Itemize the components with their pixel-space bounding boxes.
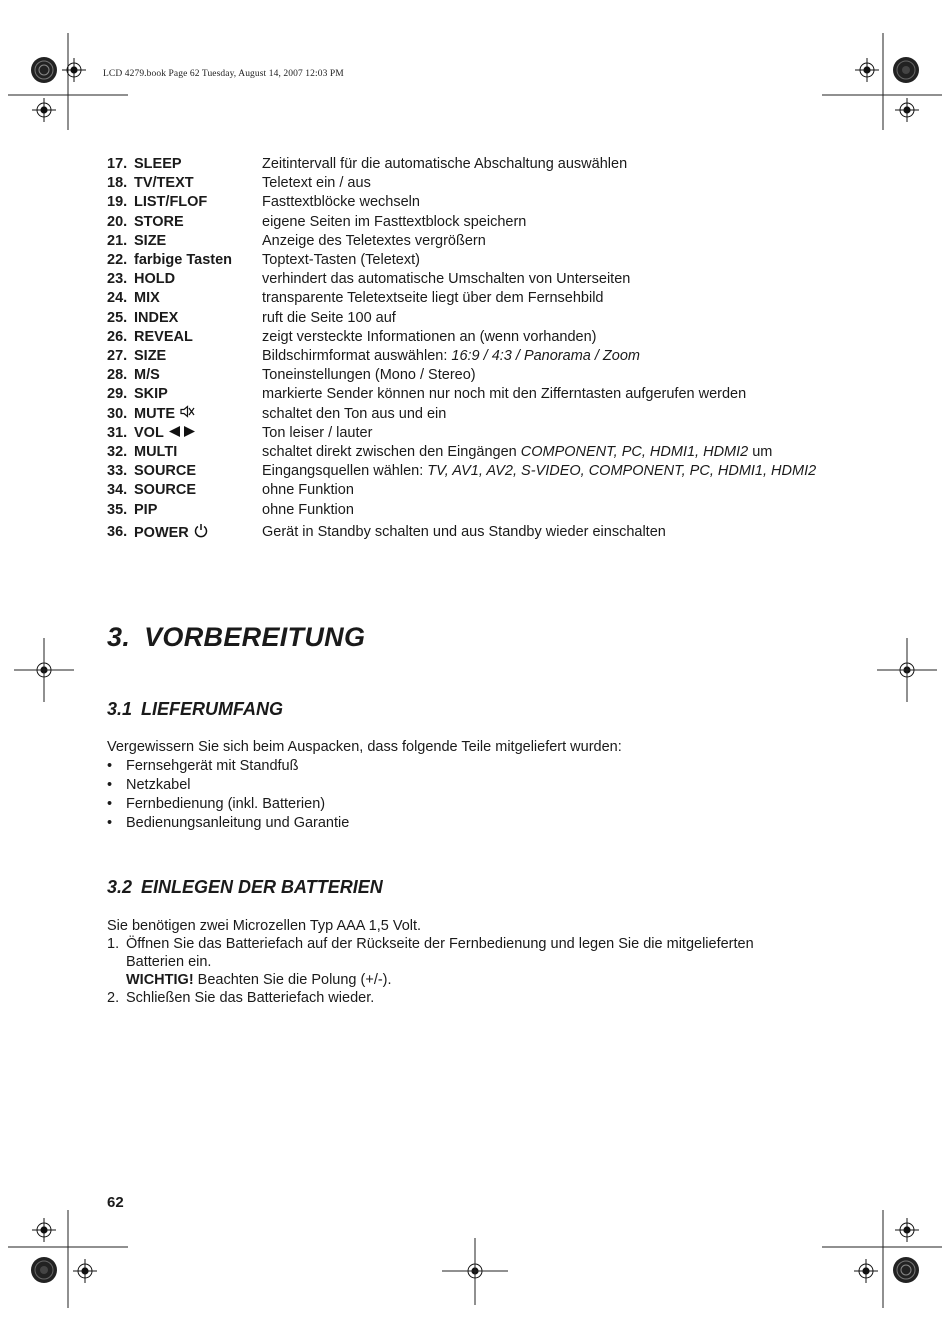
key-name	[134, 462, 262, 481]
key-description	[262, 213, 827, 232]
description-text: ohne Funktion	[262, 501, 354, 518]
list-item	[107, 935, 807, 989]
description-text: Bildschirmformat auswählen:	[262, 348, 452, 365]
description-text: Toptext-Tasten (Teletext)	[262, 252, 420, 269]
key-row	[107, 328, 827, 347]
key-label: TV/TEXT	[134, 175, 194, 192]
key-name	[134, 309, 262, 328]
starburst-target-bottom-right	[893, 1257, 919, 1283]
battery-steps-list	[107, 935, 807, 1007]
key-description	[262, 385, 827, 404]
description-italic: TV, AV1, AV2, S-VIDEO, COMPONENT, PC, HDMI1, HDMI2	[427, 463, 817, 480]
starburst-target-top-left	[31, 57, 57, 83]
key-label: MULTI	[134, 444, 178, 461]
description-text: schaltet direkt zwischen den Eingängen	[262, 444, 521, 461]
key-description	[262, 347, 827, 366]
key-number: 17.	[107, 156, 128, 172]
page-number: 62	[107, 1194, 124, 1211]
key-number: 23.	[107, 271, 128, 288]
key-label: HOLD	[134, 271, 176, 288]
key-name	[134, 523, 262, 544]
section-number: 3.1	[107, 699, 133, 719]
key-label: SIZE	[134, 232, 167, 249]
description-italic: COMPONENT, PC, HDMI1, HDMI2	[520, 444, 749, 461]
key-label: INDEX	[134, 309, 179, 326]
key-row	[107, 174, 827, 193]
key-name	[134, 270, 262, 289]
list-item: • Fernsehgerät mit Standfuß	[107, 757, 807, 776]
section-title: EINLEGEN DER BATTERIEN	[141, 877, 383, 897]
warning-text: Beachten Sie die Polung (+/-).	[193, 972, 392, 988]
key-number: 32.	[107, 444, 128, 461]
key-number: 27.	[107, 348, 128, 365]
key-row	[107, 523, 827, 544]
key-label: VOL	[134, 424, 164, 441]
batterien-content	[107, 917, 807, 1007]
package-contents-list	[107, 757, 807, 833]
key-row	[107, 155, 827, 174]
description-text: Teletext ein / aus	[262, 175, 371, 192]
step-text: Schließen Sie das Batteriefach wieder.	[126, 990, 375, 1006]
step-text: Öffnen Sie das Batteriefach auf der Rückseite der Fernbedienung und legen Sie die mitgelieferten Batterien ein.	[126, 936, 754, 970]
warning-label: WICHTIG!	[126, 972, 194, 988]
chapter-number: 3.	[107, 622, 131, 652]
list-item: • Bedienungsanleitung und Garantie	[107, 814, 807, 833]
key-description	[262, 501, 827, 520]
description-text: Fasttextblöcke wechseln	[262, 194, 420, 211]
section-number: 3.2	[107, 877, 133, 897]
key-label: SKIP	[134, 386, 168, 403]
key-number: 19.	[107, 194, 128, 211]
description-text-after: um	[748, 444, 773, 461]
key-description	[262, 443, 827, 462]
key-name	[134, 289, 262, 308]
description-text: Eingangsquellen wählen:	[262, 463, 428, 480]
key-number: 18.	[107, 175, 128, 192]
key-name	[134, 347, 262, 366]
key-name	[134, 405, 262, 424]
key-name	[134, 501, 262, 520]
key-name	[134, 213, 262, 232]
key-row	[107, 462, 827, 481]
key-number: 25.	[107, 309, 128, 326]
description-text: ruft die Seite 100 auf	[262, 309, 396, 326]
list-item: • Fernbedienung (inkl. Batterien)	[107, 795, 807, 814]
key-label: SOURCE	[134, 463, 197, 480]
print-header-slug: LCD 4279.book Page 62 Tuesday, August 14, 2007 12:03 PM	[103, 69, 344, 79]
key-row	[107, 232, 827, 251]
chapter-title: VORBEREITUNG	[144, 622, 366, 652]
key-number: 29.	[107, 386, 128, 403]
key-row	[107, 270, 827, 289]
key-row	[107, 443, 827, 462]
key-description	[262, 289, 827, 308]
step-number: 1.	[107, 936, 120, 952]
key-description	[262, 366, 827, 385]
starburst-target-top-right	[893, 57, 919, 83]
key-name	[134, 366, 262, 385]
key-label: SLEEP	[134, 156, 182, 172]
key-row	[107, 193, 827, 212]
key-label: STORE	[134, 213, 184, 230]
left-right-arrows-icon	[169, 424, 195, 443]
section-heading-batterien	[107, 877, 383, 898]
key-description	[262, 481, 827, 500]
key-name	[134, 193, 262, 212]
description-text: transparente Teletextseite liegt über dem Fernsehbild	[262, 290, 604, 307]
key-row	[107, 251, 827, 270]
description-text: zeigt versteckte Informationen an (wenn vorhanden)	[262, 328, 597, 345]
lieferumfang-content	[107, 738, 807, 833]
key-name	[134, 328, 262, 347]
key-number: 20.	[107, 213, 128, 230]
key-description	[262, 232, 827, 251]
key-label: PIP	[134, 501, 158, 518]
key-row	[107, 289, 827, 308]
key-label: farbige Tasten	[134, 252, 233, 269]
chapter-heading	[107, 622, 365, 653]
description-text: Toneinstellungen (Mono / Stereo)	[262, 367, 476, 384]
key-number: 36.	[107, 523, 128, 540]
step-number: 2.	[107, 990, 120, 1006]
section-heading-lieferumfang	[107, 699, 283, 720]
key-number: 30.	[107, 405, 128, 422]
key-row	[107, 385, 827, 404]
remote-key-list	[107, 155, 827, 544]
key-number: 33.	[107, 463, 128, 480]
key-name	[134, 174, 262, 193]
key-label: POWER	[134, 524, 189, 541]
description-text: eigene Seiten im Fasttextblock speichern	[262, 213, 527, 230]
mute-icon	[180, 405, 195, 424]
key-number: 35.	[107, 501, 128, 518]
key-label: SOURCE	[134, 482, 197, 499]
key-name	[134, 385, 262, 404]
key-description	[262, 405, 827, 424]
description-text: ohne Funktion	[262, 482, 354, 499]
list-item: • Netzkabel	[107, 776, 807, 795]
description-text: schaltet den Ton aus und ein	[262, 405, 447, 422]
key-row	[107, 481, 827, 500]
key-description	[262, 155, 827, 174]
key-name	[134, 251, 262, 270]
key-number: 21.	[107, 232, 128, 249]
key-row	[107, 309, 827, 328]
description-text: Zeitintervall für die automatische Abschaltung auswählen	[262, 156, 628, 172]
description-text: markierte Sender können nur noch mit den Zifferntasten aufgerufen werden	[262, 386, 747, 403]
key-number: 28.	[107, 367, 128, 384]
key-description	[262, 462, 827, 481]
key-row	[107, 347, 827, 366]
key-row	[107, 213, 827, 232]
description-text: verhindert das automatische Umschalten von Unterseiten	[262, 271, 631, 288]
power-icon	[194, 523, 208, 544]
key-row	[107, 501, 827, 520]
section-title: LIEFERUMFANG	[141, 699, 284, 719]
key-row	[107, 424, 827, 443]
key-description	[262, 174, 827, 193]
key-name	[134, 232, 262, 251]
key-name	[134, 155, 262, 174]
key-name	[134, 481, 262, 500]
key-label: SIZE	[134, 348, 167, 365]
starburst-target-bottom-left	[31, 1257, 57, 1283]
key-description	[262, 309, 827, 328]
key-row	[107, 405, 827, 424]
key-description	[262, 193, 827, 212]
lieferumfang-intro: Vergewissern Sie sich beim Auspacken, dass folgende Teile mitgeliefert wurden:	[107, 739, 622, 755]
key-description	[262, 424, 827, 443]
key-number: 24.	[107, 290, 128, 307]
key-label: M/S	[134, 367, 160, 384]
list-item	[107, 989, 807, 1007]
description-text: Ton leiser / lauter	[262, 424, 373, 441]
key-description	[262, 523, 827, 544]
key-label: MUTE	[134, 405, 176, 422]
key-description	[262, 328, 827, 347]
description-text: Gerät in Standby schalten und aus Standby wieder einschalten	[262, 523, 666, 540]
key-number: 26.	[107, 328, 128, 345]
key-description	[262, 270, 827, 289]
key-description	[262, 251, 827, 270]
key-number: 22.	[107, 252, 128, 269]
key-label: REVEAL	[134, 328, 193, 345]
key-number: 34.	[107, 482, 128, 499]
key-number: 31.	[107, 424, 128, 441]
key-name	[134, 443, 262, 462]
key-row	[107, 366, 827, 385]
description-italic: 16:9 / 4:3 / Panorama / Zoom	[451, 348, 640, 365]
description-text: Anzeige des Teletextes vergrößern	[262, 232, 486, 249]
key-label: LIST/FLOF	[134, 194, 208, 211]
batterien-intro: Sie benötigen zwei Microzellen Typ AAA 1,5 Volt.	[107, 918, 422, 934]
key-label: MIX	[134, 290, 160, 307]
key-name	[134, 424, 262, 443]
